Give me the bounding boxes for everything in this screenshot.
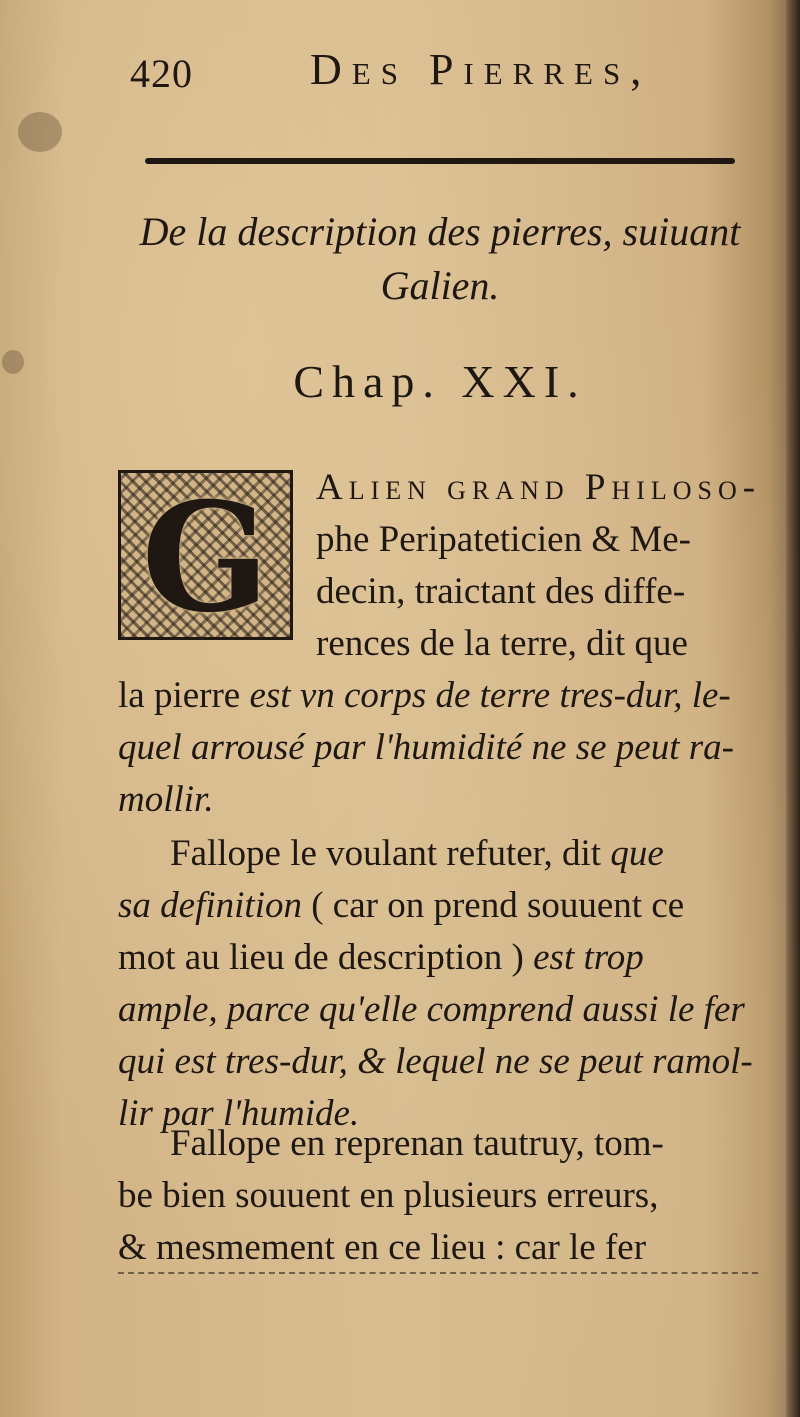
page-number: 420 xyxy=(130,51,193,96)
header-rule xyxy=(145,158,735,164)
paragraph-opening xyxy=(118,462,768,670)
text-line: & mesmement en ce lieu : car le fer xyxy=(118,1227,647,1268)
text-line xyxy=(118,932,768,984)
chapter-heading: Chap. XXI. xyxy=(293,356,587,407)
paragraph-1-continued xyxy=(118,670,768,826)
text-line: Fallope en reprenan tautruy, tom- xyxy=(170,1123,664,1164)
bottom-rule xyxy=(118,1272,758,1274)
roman-text: ( car on prend souuent ce xyxy=(301,885,685,926)
roman-text: mot au lieu de description ) xyxy=(118,937,534,978)
text-line: decin, traictant des diffe- xyxy=(316,571,686,612)
text-line: rences de la terre, dit que xyxy=(316,623,688,664)
ink-stain xyxy=(2,350,24,374)
italic-text: que xyxy=(610,833,664,874)
text-line: mollir. xyxy=(118,779,214,820)
text-line xyxy=(118,462,768,514)
roman-text: la pierre xyxy=(118,675,250,716)
text-line xyxy=(118,828,768,880)
page-edge xyxy=(786,0,800,1417)
running-head: Des Pierres, xyxy=(310,45,652,94)
paragraph-3 xyxy=(118,1118,768,1274)
text-line xyxy=(118,880,768,932)
italic-text: sa definition xyxy=(118,885,302,926)
ink-stain xyxy=(18,112,62,152)
section-title-line: Galien. xyxy=(380,263,500,308)
text-line-content: Alien grand Philoso- xyxy=(316,467,762,508)
text-line: lir par l'humide. xyxy=(118,1093,360,1134)
roman-text: Fallope le voulant refuter, dit xyxy=(170,833,611,874)
initial-letter: G xyxy=(141,470,270,646)
page-header xyxy=(120,42,740,102)
section-title xyxy=(120,205,760,313)
section-title-line: De la description des pierres, suiuant xyxy=(139,209,741,254)
italic-text: est trop xyxy=(533,937,644,978)
text-line: qui est tres-dur, & lequel ne se peut ramol- xyxy=(118,1041,753,1082)
text-line: be bien souuent en plusieurs erreurs, xyxy=(118,1175,659,1216)
text-line xyxy=(118,670,768,722)
italic-text: est vn corps de terre tres-dur, le- xyxy=(249,675,731,716)
text-line: phe Peripateticien & Me- xyxy=(316,519,692,560)
text-line: quel arrousé par l'humidité ne se peut ra- xyxy=(118,727,734,768)
paragraph-2 xyxy=(118,828,768,1140)
text-line: ample, parce qu'elle comprend aussi le fer xyxy=(118,989,745,1030)
